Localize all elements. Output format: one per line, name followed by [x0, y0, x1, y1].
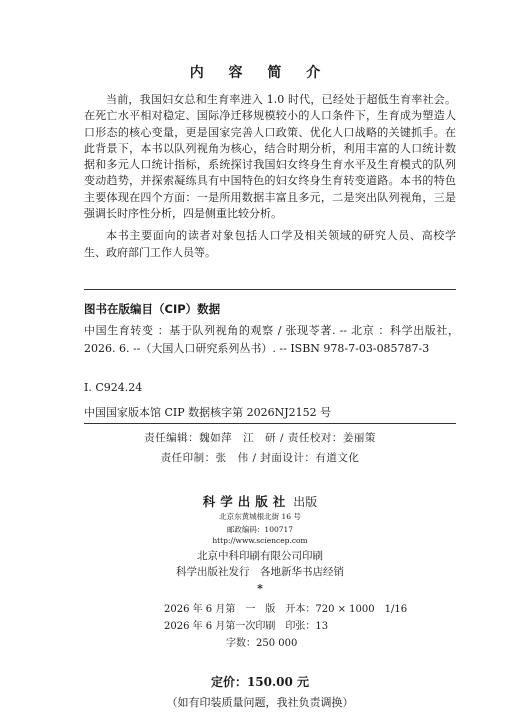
publisher-postcode: 邮政编码：100717 — [226, 525, 294, 534]
intro-title: 内 容 简 介 — [189, 65, 331, 81]
publisher-website: http://www.sciencep.com — [212, 536, 308, 545]
cip-approval-number: 中国国家版本馆 CIP 数据核字第 2026NJ2152 号 — [84, 406, 332, 419]
publisher-address: 北京东黄城根北街 16 号 — [219, 512, 301, 521]
edition-line: 2026 年 6 月第 一 版 开本：720 × 1000 1/16 — [164, 604, 408, 615]
publisher-imprint — [0, 492, 520, 510]
price: 定价：150.00 元 — [210, 675, 310, 689]
distribution-line: 科学出版社发行 各地新华书店经销 — [176, 566, 344, 578]
word-count: 字数：250 000 — [226, 638, 298, 649]
intro-paragraph: 当前，我国妇女总和生育率进入 1.0 时代，已经处于超低生育率社会。在死亡水平相对稳定、国际净迁移规模较小的人口条件下，生育成为塑造人口形态的核心变量，更是国家完善人口政策、优化人口战略的关键抓手。在此背景下，本书以队列视角为核心，结合时期分析，利用丰富的人口统计数据和多元人口统计指标，系统探讨我国妇女终身生育水平及生育模式的队列变动趋势，并探索凝练具有中国特色的妇女终身生育转变道路。本书的特色主要体现在四个方面：一是所用数据丰富且多元，二是突出队列视角，三是强调长时序性分析，四是侧重比较分析。 — [84, 93, 456, 221]
intro-text — [84, 92, 456, 267]
publisher-logo-text: 科学出版社 — [202, 494, 291, 509]
cip-classification: Ⅰ. C924.24 — [84, 381, 143, 394]
editorial-staff-line-1: 责任编辑：魏如萍 江 研 / 责任校对：姜丽策 — [144, 432, 376, 444]
printer-line: 北京中科印刷有限公司印刷 — [197, 550, 323, 562]
quality-notice: （如有印装质量问题，我社负责调换） — [166, 696, 354, 709]
cip-record: 中国生育转变 ：基于队列视角的观察 / 张现苓著. -- 北京 ：科学出版社，2026. 6. --（大国人口研究系列丛书）. -- ISBN 978-7-03-085787-3 — [84, 324, 459, 355]
section-divider-bottom — [84, 423, 456, 424]
section-divider-top — [84, 289, 456, 290]
cip-heading: 图书在版编目（CIP）数据 — [84, 302, 221, 316]
divider-asterisk: * — [257, 582, 263, 595]
intro-paragraph: 本书主要面向的读者对象包括人口学及相关领域的研究人员、高校学生、政府部门工作人员等。 — [84, 229, 456, 259]
printing-line: 2026 年 6 月第一次印刷 印张：13 — [164, 621, 329, 632]
publisher-suffix: 出版 — [293, 495, 318, 509]
editorial-staff-line-2: 责任印制：张 伟 / 封面设计：有道文化 — [160, 452, 360, 464]
